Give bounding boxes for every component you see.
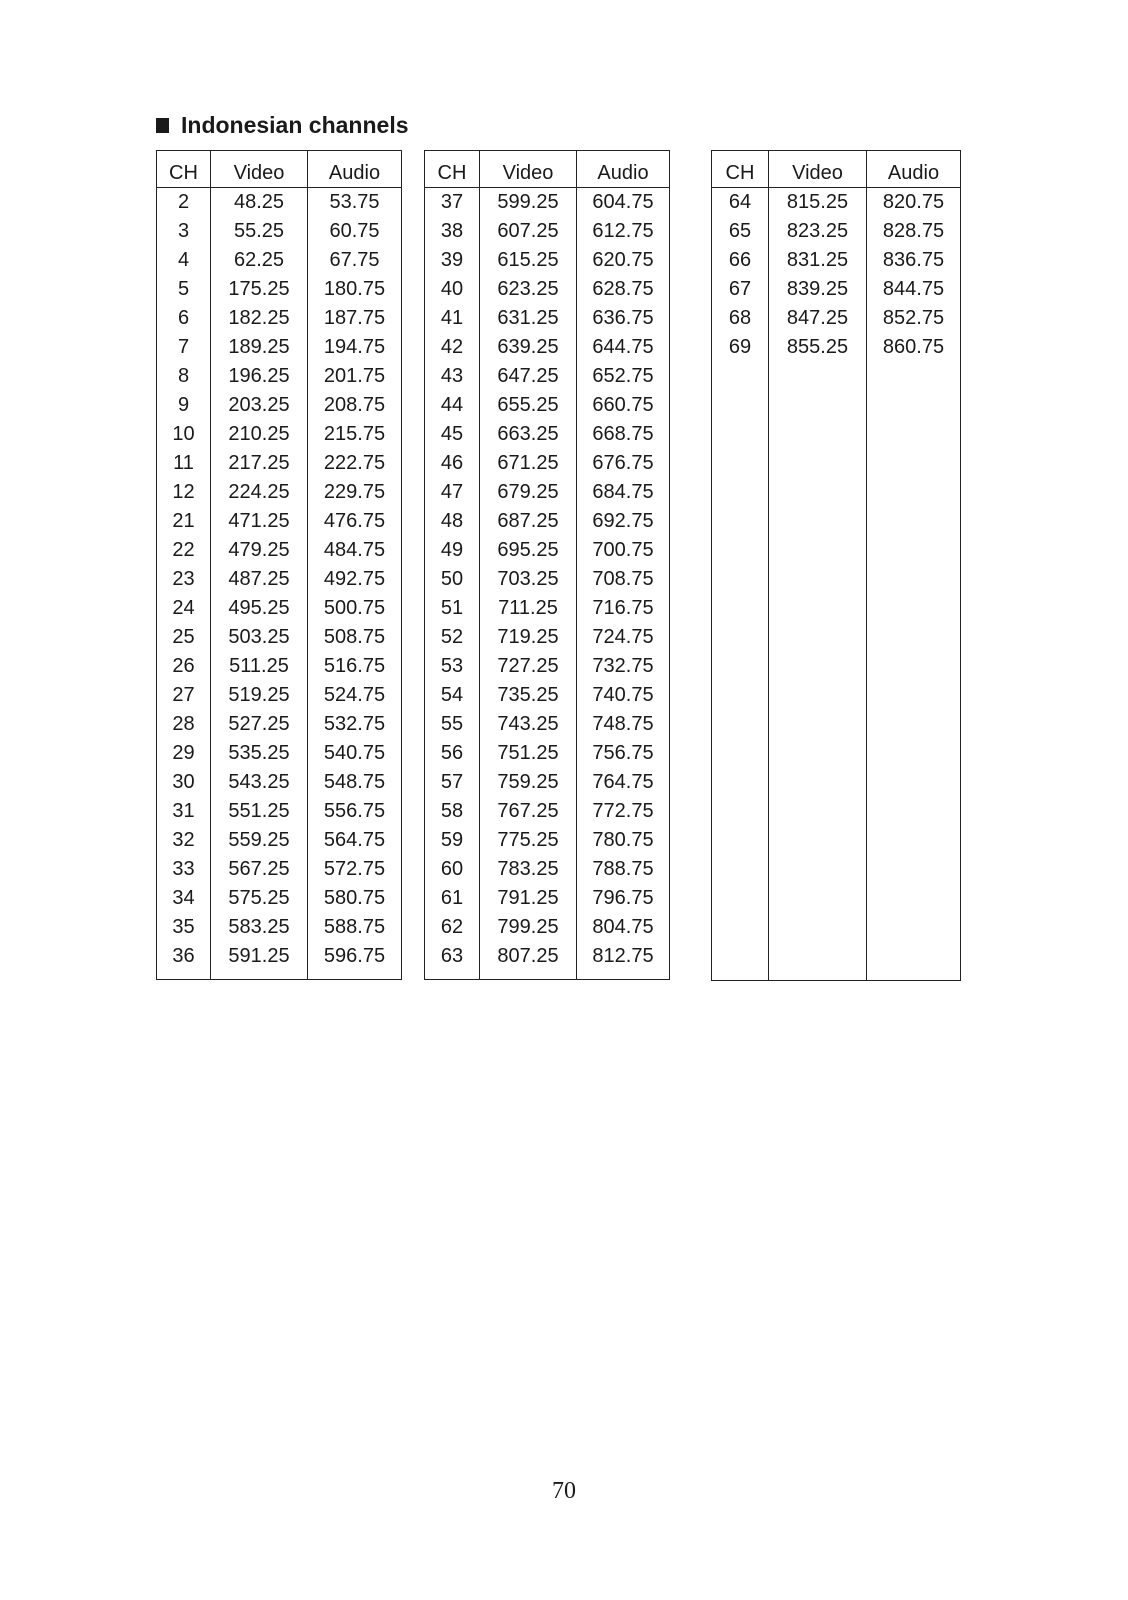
video-freq-cell: 735.25 [480,681,577,710]
video-freq-cell: 182.25 [211,304,308,333]
audio-freq-cell: 187.75 [323,307,386,329]
table-row [425,797,670,826]
table-row [425,217,670,246]
video-freq-cell: 189.25 [211,333,308,362]
audio-freq-cell: 548.75 [323,771,386,793]
audio-freq-cell: 229.75 [323,481,386,503]
channel-cell: 2 [157,188,211,218]
empty-filler-row [157,971,402,980]
audio-freq-cell: 780.75 [592,829,654,851]
audio-freq-cell: 596.75 [323,945,386,967]
video-freq-cell: 623.25 [480,275,577,304]
audio-freq-cell: 836.75 [882,249,945,271]
channel-cell: 39 [425,246,480,275]
video-freq-cell: 519.25 [211,681,308,710]
channel-cell: 65 [712,217,769,246]
table-row [425,188,670,218]
table-row [157,739,402,768]
table-row [157,623,402,652]
table-row [157,478,402,507]
empty-cell [211,971,308,980]
video-freq-cell: 751.25 [480,739,577,768]
table-row [157,304,402,333]
header-ch: CH [425,151,480,188]
audio-freq-cell: 748.75 [592,713,654,735]
table-row [425,449,670,478]
header-video: Video [211,151,308,188]
audio-freq-cell: 716.75 [592,597,654,619]
audio-freq-cell: 222.75 [323,452,386,474]
video-freq-cell: 615.25 [480,246,577,275]
video-freq-cell: 831.25 [769,246,867,275]
audio-freq-cell: 820.75 [882,191,945,213]
channel-cell: 38 [425,217,480,246]
video-freq-cell: 679.25 [480,478,577,507]
channel-table-2 [424,150,670,980]
video-freq-cell: 591.25 [211,942,308,971]
table-row [425,420,670,449]
table-row [157,681,402,710]
video-freq-cell: 175.25 [211,275,308,304]
audio-freq-cell: 628.75 [592,278,654,300]
empty-cell [867,362,961,981]
table-row [157,855,402,884]
video-freq-cell: 543.25 [211,768,308,797]
channel-cell: 63 [425,942,480,971]
video-freq-cell: 807.25 [480,942,577,971]
audio-freq-cell: 516.75 [323,655,386,677]
channel-cell: 53 [425,652,480,681]
table-row [425,913,670,942]
video-freq-cell: 759.25 [480,768,577,797]
channel-cell: 48 [425,507,480,536]
table-row [425,710,670,739]
channel-cell: 60 [425,855,480,884]
audio-freq-cell: 194.75 [323,336,386,358]
video-freq-cell: 535.25 [211,739,308,768]
table-row [157,710,402,739]
table-row [425,623,670,652]
channel-cell: 6 [157,304,211,333]
video-freq-cell: 224.25 [211,478,308,507]
audio-freq-cell: 588.75 [323,916,386,938]
video-freq-cell: 703.25 [480,565,577,594]
channel-cell: 4 [157,246,211,275]
video-freq-cell: 655.25 [480,391,577,420]
video-freq-cell: 527.25 [211,710,308,739]
audio-freq-cell: 60.75 [329,220,380,242]
table-row [425,855,670,884]
table-row [425,507,670,536]
channel-cell: 25 [157,623,211,652]
channel-cell: 58 [425,797,480,826]
video-freq-cell: 487.25 [211,565,308,594]
table-row [425,652,670,681]
video-freq-cell: 479.25 [211,536,308,565]
audio-freq-cell: 732.75 [592,655,654,677]
table-row [425,246,670,275]
table-row [157,275,402,304]
audio-freq-cell: 636.75 [592,307,654,329]
channel-cell: 9 [157,391,211,420]
channel-cell: 21 [157,507,211,536]
empty-cell [712,362,769,981]
table-row [425,536,670,565]
section-heading [156,110,409,140]
empty-cell [425,971,480,980]
audio-freq-cell: 828.75 [882,220,945,242]
video-freq-cell: 727.25 [480,652,577,681]
video-freq-cell: 471.25 [211,507,308,536]
audio-freq-cell: 772.75 [592,800,654,822]
audio-freq-cell: 620.75 [592,249,654,271]
audio-freq-cell: 676.75 [592,452,654,474]
table-row [425,391,670,420]
channel-cell: 56 [425,739,480,768]
header-video: Video [480,151,577,188]
channel-cell: 10 [157,420,211,449]
table-row [157,536,402,565]
header-ch: CH [157,151,211,188]
table-row [425,884,670,913]
audio-freq-cell: 700.75 [592,539,654,561]
audio-freq-cell: 612.75 [592,220,654,242]
channel-cell: 11 [157,449,211,478]
header-ch: CH [712,151,769,188]
channel-cell: 43 [425,362,480,391]
video-freq-cell: 559.25 [211,826,308,855]
table-row [425,594,670,623]
table-row [712,246,961,275]
audio-freq-cell: 67.75 [329,249,380,271]
table-row [157,826,402,855]
channel-cell: 64 [712,188,769,218]
table-row [157,884,402,913]
audio-freq-cell: 604.75 [592,191,654,213]
audio-freq-cell: 684.75 [592,481,654,503]
table-row [425,739,670,768]
table-row [425,942,670,971]
table-row [157,362,402,391]
audio-freq-cell: 572.75 [323,858,386,880]
audio-freq-cell: 668.75 [592,423,654,445]
channel-cell: 23 [157,565,211,594]
audio-freq-cell: 476.75 [323,510,386,532]
video-freq-cell: 567.25 [211,855,308,884]
audio-freq-cell: 564.75 [323,829,386,851]
video-freq-cell: 775.25 [480,826,577,855]
table-row [157,652,402,681]
audio-freq-cell: 660.75 [592,394,654,416]
audio-freq-cell: 201.75 [323,365,386,387]
channel-cell: 26 [157,652,211,681]
audio-freq-cell: 484.75 [323,539,386,561]
video-freq-cell: 847.25 [769,304,867,333]
channel-cell: 45 [425,420,480,449]
audio-freq-cell: 580.75 [323,887,386,909]
audio-freq-cell: 215.75 [323,423,386,445]
channel-cell: 7 [157,333,211,362]
table-row [425,304,670,333]
video-freq-cell: 495.25 [211,594,308,623]
video-freq-cell: 48.25 [211,188,308,218]
table-row [157,217,402,246]
table-row [157,565,402,594]
channel-cell: 59 [425,826,480,855]
video-freq-cell: 671.25 [480,449,577,478]
audio-freq-cell: 556.75 [323,800,386,822]
table-row [157,333,402,362]
channel-cell: 35 [157,913,211,942]
video-freq-cell: 511.25 [211,652,308,681]
video-freq-cell: 687.25 [480,507,577,536]
empty-filler-row [425,971,670,980]
empty-filler-row [712,362,961,981]
empty-cell [480,971,577,980]
channel-cell: 32 [157,826,211,855]
audio-freq-cell: 208.75 [323,394,386,416]
table-row [157,449,402,478]
channel-cell: 40 [425,275,480,304]
audio-freq-cell: 180.75 [323,278,386,300]
table-row [157,246,402,275]
audio-freq-cell: 532.75 [323,713,386,735]
channel-cell: 57 [425,768,480,797]
video-freq-cell: 639.25 [480,333,577,362]
audio-freq-cell: 724.75 [592,626,654,648]
video-freq-cell: 839.25 [769,275,867,304]
audio-freq-cell: 788.75 [592,858,654,880]
video-freq-cell: 196.25 [211,362,308,391]
audio-freq-cell: 764.75 [592,771,654,793]
table-row [157,507,402,536]
table-row [425,275,670,304]
channel-cell: 29 [157,739,211,768]
video-freq-cell: 791.25 [480,884,577,913]
table-row [712,333,961,362]
empty-cell [157,971,211,980]
channel-cell: 36 [157,942,211,971]
table-row [712,275,961,304]
video-freq-cell: 767.25 [480,797,577,826]
audio-freq-cell: 804.75 [592,916,654,938]
channel-cell: 42 [425,333,480,362]
table-row [425,565,670,594]
video-freq-cell: 783.25 [480,855,577,884]
table-row [712,304,961,333]
channel-cell: 44 [425,391,480,420]
channel-cell: 67 [712,275,769,304]
header-audio: Audio [867,151,961,188]
table-row [712,217,961,246]
table-row [157,420,402,449]
table-row [425,333,670,362]
empty-cell [308,971,402,980]
empty-cell [769,362,867,981]
table-row [425,478,670,507]
audio-freq-cell: 508.75 [323,626,386,648]
audio-freq-cell: 812.75 [592,945,654,967]
video-freq-cell: 503.25 [211,623,308,652]
channel-cell: 30 [157,768,211,797]
table-row [157,913,402,942]
video-freq-cell: 711.25 [480,594,577,623]
table-row [157,594,402,623]
channel-cell: 37 [425,188,480,218]
video-freq-cell: 647.25 [480,362,577,391]
video-freq-cell: 855.25 [769,333,867,362]
video-freq-cell: 62.25 [211,246,308,275]
channel-cell: 55 [425,710,480,739]
channel-cell: 61 [425,884,480,913]
video-freq-cell: 815.25 [769,188,867,218]
channel-cell: 12 [157,478,211,507]
channel-cell: 27 [157,681,211,710]
video-freq-cell: 743.25 [480,710,577,739]
video-freq-cell: 663.25 [480,420,577,449]
channel-cell: 8 [157,362,211,391]
channel-cell: 52 [425,623,480,652]
video-freq-cell: 217.25 [211,449,308,478]
table-row [157,797,402,826]
square-bullet-icon [156,118,169,133]
video-freq-cell: 575.25 [211,884,308,913]
channel-table-3 [711,150,961,981]
channel-cell: 22 [157,536,211,565]
video-freq-cell: 719.25 [480,623,577,652]
header-audio: Audio [577,151,670,188]
channel-cell: 31 [157,797,211,826]
audio-freq-cell: 492.75 [323,568,386,590]
video-freq-cell: 551.25 [211,797,308,826]
video-freq-cell: 631.25 [480,304,577,333]
video-freq-cell: 799.25 [480,913,577,942]
channel-cell: 66 [712,246,769,275]
video-freq-cell: 583.25 [211,913,308,942]
audio-freq-cell: 796.75 [592,887,654,909]
table-row [712,188,961,218]
table-row [425,681,670,710]
channel-cell: 49 [425,536,480,565]
audio-freq-cell: 740.75 [592,684,654,706]
audio-freq-cell: 844.75 [882,278,945,300]
channel-cell: 47 [425,478,480,507]
header-video: Video [769,151,867,188]
page-number: 70 [552,1478,576,1504]
table-row [425,362,670,391]
table-row [157,942,402,971]
audio-freq-cell: 524.75 [323,684,386,706]
channel-cell: 24 [157,594,211,623]
video-freq-cell: 599.25 [480,188,577,218]
channel-cell: 33 [157,855,211,884]
video-freq-cell: 210.25 [211,420,308,449]
channel-cell: 50 [425,565,480,594]
audio-freq-cell: 53.75 [329,191,380,213]
audio-freq-cell: 708.75 [592,568,654,590]
channel-cell: 34 [157,884,211,913]
table-row [157,188,402,218]
video-freq-cell: 607.25 [480,217,577,246]
channel-cell: 5 [157,275,211,304]
channel-cell: 69 [712,333,769,362]
video-freq-cell: 695.25 [480,536,577,565]
video-freq-cell: 203.25 [211,391,308,420]
channel-cell: 51 [425,594,480,623]
table-row [157,768,402,797]
audio-freq-cell: 692.75 [592,510,654,532]
channel-cell: 68 [712,304,769,333]
audio-freq-cell: 644.75 [592,336,654,358]
table-row [157,391,402,420]
video-freq-cell: 823.25 [769,217,867,246]
audio-freq-cell: 756.75 [592,742,654,764]
channel-cell: 62 [425,913,480,942]
table-row [425,826,670,855]
table-row [425,768,670,797]
video-freq-cell: 55.25 [211,217,308,246]
channel-cell: 54 [425,681,480,710]
channel-cell: 41 [425,304,480,333]
audio-freq-cell: 860.75 [882,336,945,358]
audio-freq-cell: 540.75 [323,742,386,764]
header-audio: Audio [308,151,402,188]
audio-freq-cell: 852.75 [882,307,945,329]
empty-cell [577,971,670,980]
channel-table-1 [156,150,402,980]
channel-cell: 28 [157,710,211,739]
channel-cell: 3 [157,217,211,246]
audio-freq-cell: 652.75 [592,365,654,387]
section-title: Indonesian channels [181,111,409,138]
channel-cell: 46 [425,449,480,478]
audio-freq-cell: 500.75 [323,597,386,619]
